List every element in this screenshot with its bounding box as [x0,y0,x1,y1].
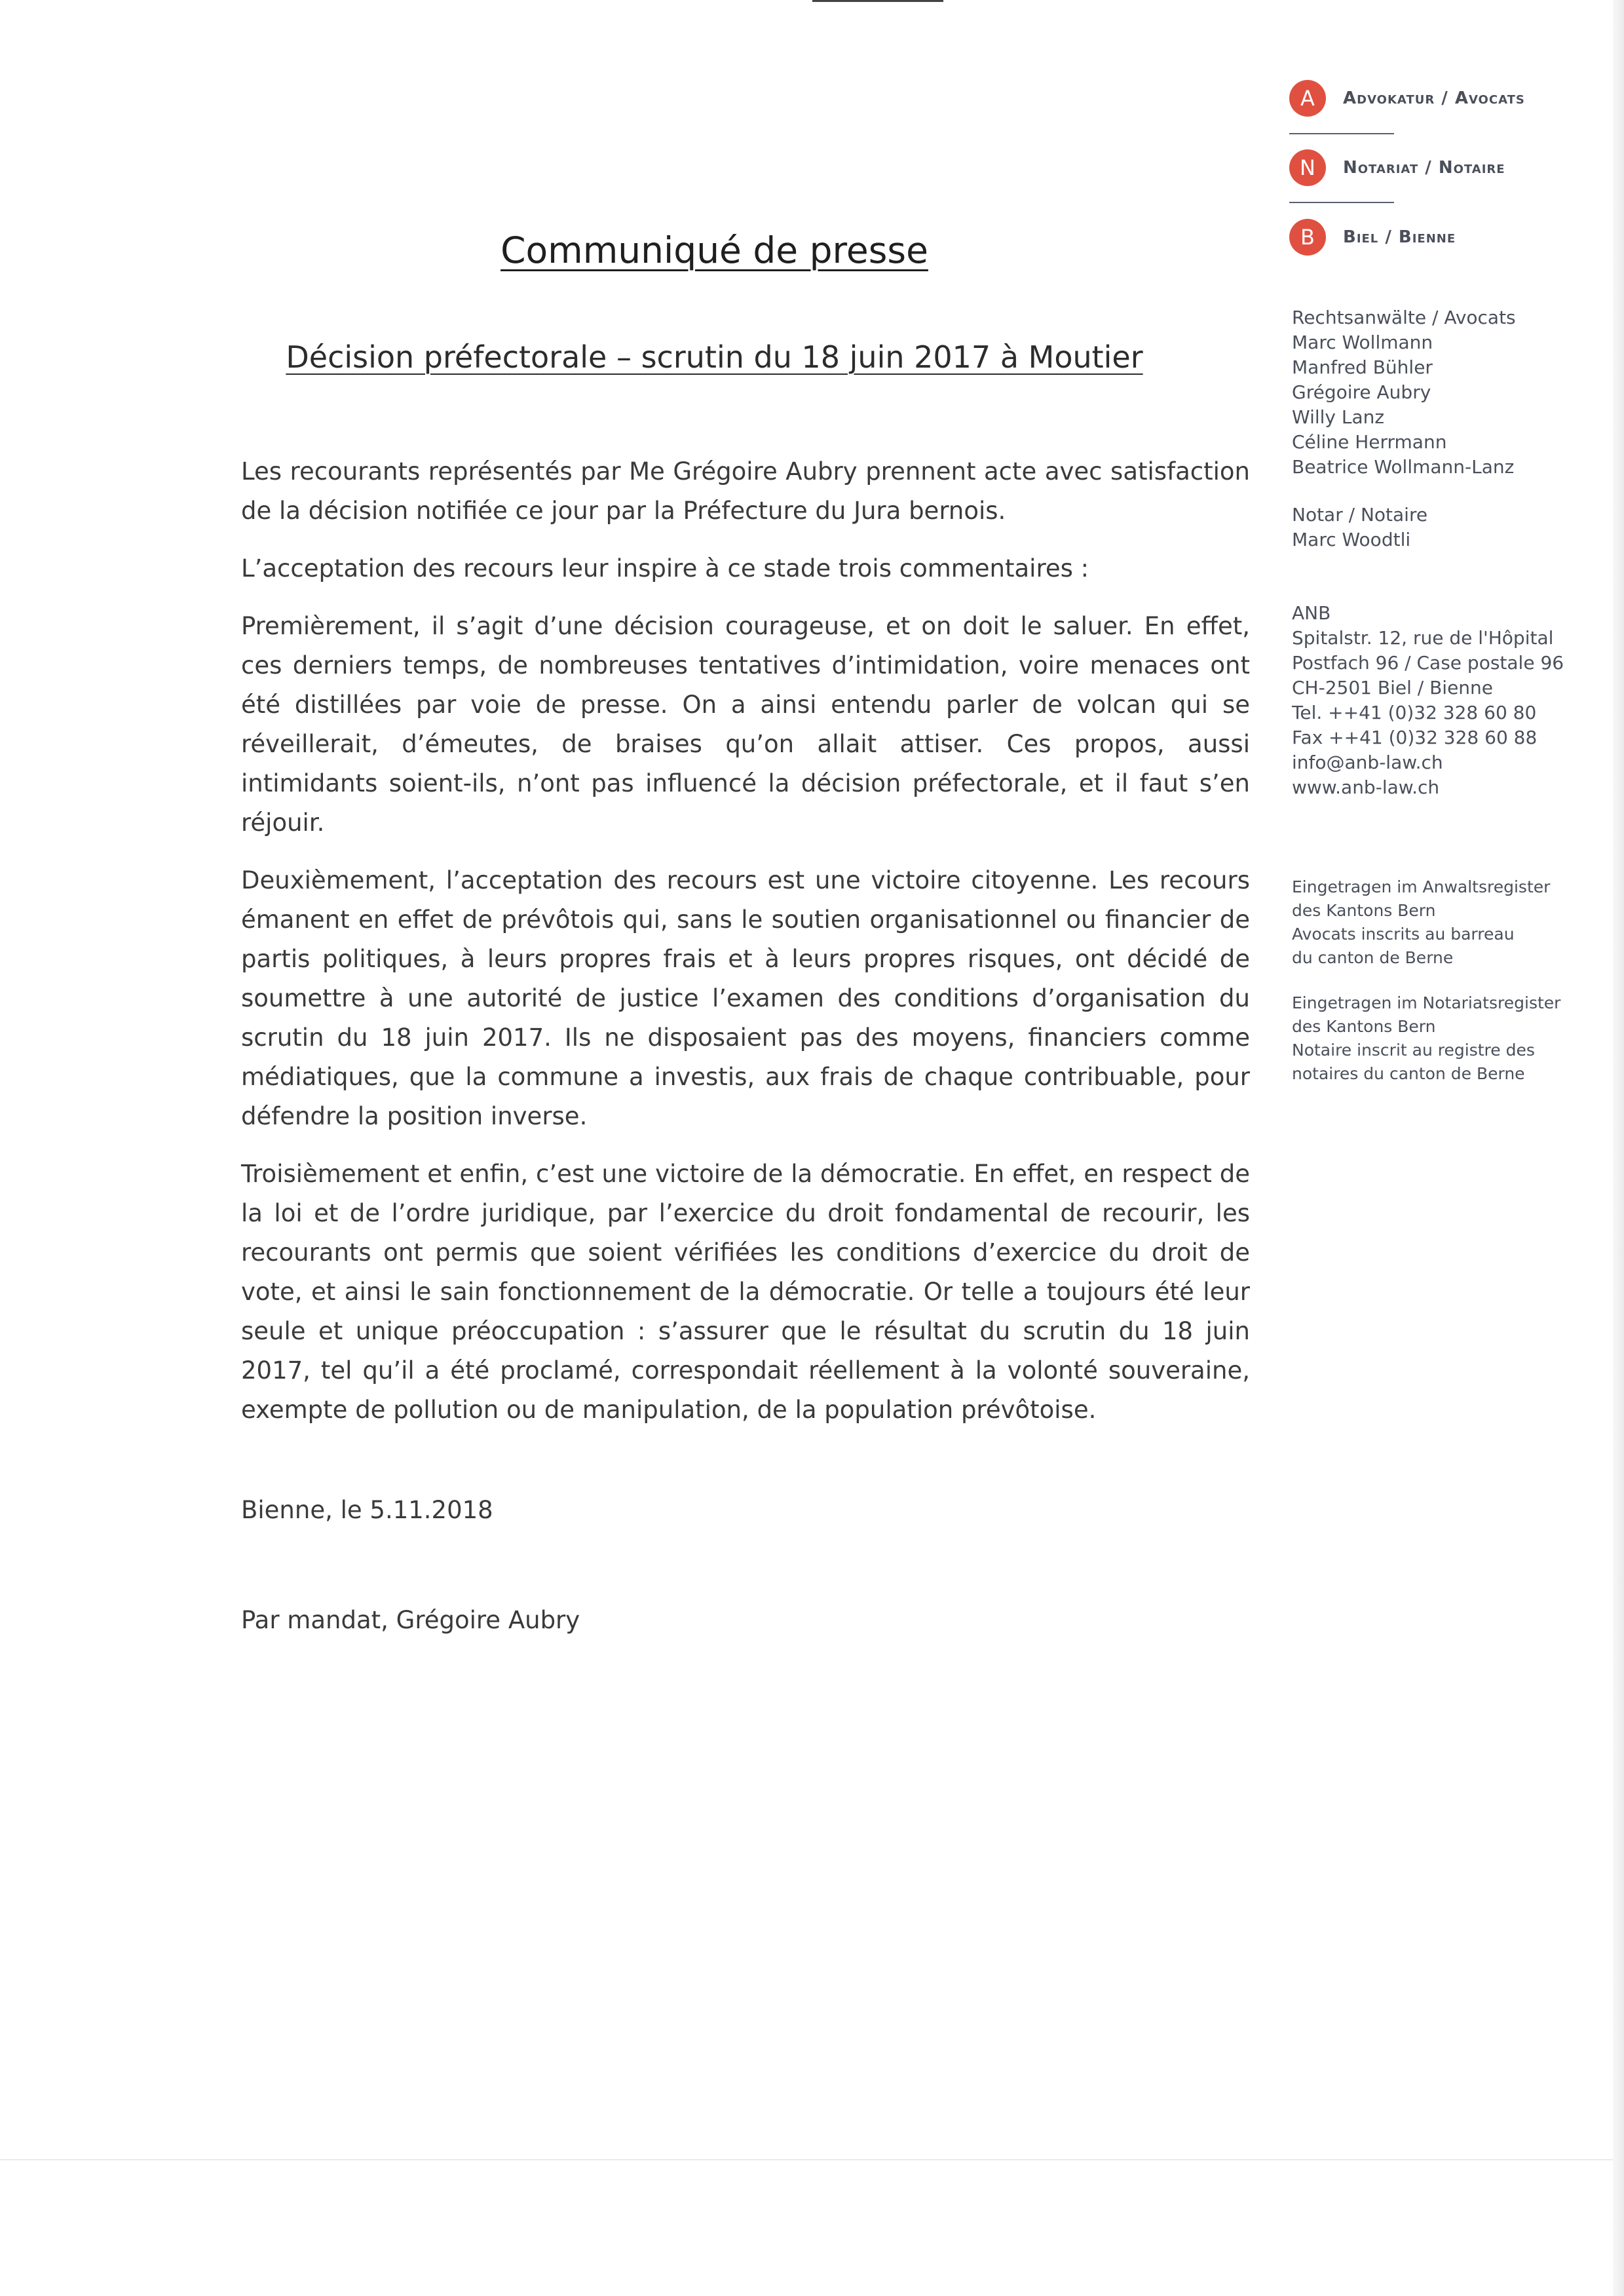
postbox: Postfach 96 / Case postale 96 [1292,652,1564,674]
letterhead-divider [1289,202,1394,203]
place-date: Bienne, le 5.11.2018 [241,1496,493,1524]
paragraph: Premièrement, il s’agit d’une décision courageuse, et on doit le saluer. En effet, ces derniers temps, de nombreuses tentatives d’intimidation, voire menaces ont été distillées par voie de presse. On a ainsi entendu parler de volcan qui se réveillerait, d’émeutes, de braises qu’on allait attiser. Ces propos, aussi intimidants soient-ils, n’ont pas influencé la décision préfectorale, et il faut s’en réjouir. [241,612,1250,837]
register-line: Eingetragen im Anwaltsregister [1292,877,1551,896]
fax: Fax ++41 (0)32 328 60 88 [1292,727,1538,748]
sidebar-notary [1292,503,1427,552]
signature: Par mandat, Grégoire Aubry [241,1606,580,1634]
scan-mark [812,0,943,2]
letter-a-badge: A [1289,80,1326,117]
letterhead-label-biel: Biel / Bienne [1343,227,1456,247]
paragraph: Les recourants représentés par Me Grégoire Aubry prennent acte avec satisfaction de la décision notifiée ce jour par la Préfecture du Jura bernois. [241,457,1250,525]
letter-n-badge: N [1289,149,1326,186]
letterhead-label-notariat: Notariat / Notaire [1343,158,1505,178]
register-line: notaires du canton de Berne [1292,1064,1525,1083]
letterhead-label-advokatur: Advokatur / Avocats [1343,88,1525,108]
letter-b-badge: B [1289,219,1326,256]
register-line: des Kantons Bern [1292,1017,1436,1036]
notary-heading: Notar / Notaire [1292,504,1428,526]
street-address: Spitalstr. 12, rue de l'Hôpital [1292,627,1554,649]
sidebar-address [1292,601,1564,800]
letterhead-notariat [1289,149,1505,186]
sidebar-lawyers [1292,305,1516,480]
register-line: du canton de Berne [1292,948,1454,967]
firm-name: ANB [1292,602,1331,624]
letterhead-biel [1289,219,1456,256]
letterhead-divider [1289,133,1394,134]
register-line: Eingetragen im Notariatsregister [1292,993,1561,1012]
sidebar-register-notary [1292,991,1560,1086]
document-title: Communiqué de presse [500,229,928,271]
register-line: des Kantons Bern [1292,901,1436,920]
lawyer-name: Céline Herrmann [1292,431,1447,453]
city: CH-2501 Biel / Bienne [1292,677,1494,698]
lawyers-heading: Rechtsanwälte / Avocats [1292,307,1516,328]
document-body [241,452,1250,1448]
scan-line [0,2159,1624,2160]
lawyer-name: Marc Wollmann [1292,332,1433,353]
paragraph: Deuxièmement, l’acceptation des recours est une victoire citoyenne. Les recours émanent en effet de prévôtois qui, sans le soutien organisationnel ou financier de partis politiques, à leurs propres frais et à leurs propres risques, ont décidé de soumettre à une autorité de justice l’examen des conditions d’organisation du scrutin du 18 juin 2017. Ils ne disposaient pas des moyens, financiers comme médiatiques, que la commune a investis, aux frais de chaque contribuable, pour défendre la position inverse. [241,866,1250,1130]
lawyer-name: Willy Lanz [1292,406,1385,428]
letterhead-advokatur [1289,80,1525,117]
sidebar-register-lawyers [1292,875,1550,970]
document-subtitle: Décision préfectorale – scrutin du 18 juin 2017 à Moutier [286,339,1143,375]
website-link[interactable]: www.anb-law.ch [1292,776,1440,798]
register-line: Avocats inscrits au barreau [1292,925,1515,944]
scan-edge [1613,0,1624,2296]
email-link[interactable]: info@anb-law.ch [1292,752,1443,773]
lawyer-name: Grégoire Aubry [1292,381,1431,403]
lawyer-name: Beatrice Wollmann-Lanz [1292,456,1515,478]
lawyer-name: Manfred Bühler [1292,356,1433,378]
paragraph: L’acceptation des recours leur inspire à ce stade trois commentaires : [241,554,1089,583]
notary-name: Marc Woodtli [1292,529,1411,550]
paragraph: Troisièmement et enfin, c’est une victoire de la démocratie. En effet, en respect de la loi et de l’ordre juridique, par l’exercice du droit fondamental de recourir, les recourants ont permis que soient vérifiées les conditions d’exercice du droit de vote, et ainsi le sain fonctionnement de la démocratie. Or telle a toujours été leur seule et unique préoccupation : s’assurer que le résultat du scrutin du 18 juin 2017, tel qu’il a été proclamé, correspondait réellement à la volonté souveraine, exempte de pollution ou de manipulation, de la population prévôtoise. [241,1160,1250,1424]
phone: Tel. ++41 (0)32 328 60 80 [1292,702,1537,723]
register-line: Notaire inscrit au registre des [1292,1041,1535,1060]
